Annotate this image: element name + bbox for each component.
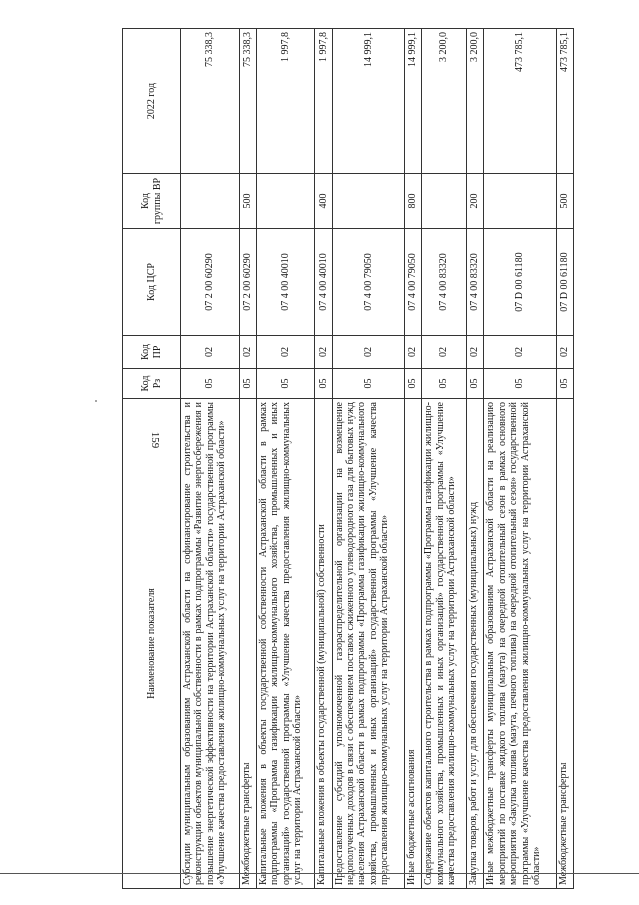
- cell-rz: 05: [315, 369, 332, 399]
- cell-amount: 1 997,8: [315, 29, 332, 174]
- cell-pr: 02: [404, 336, 421, 369]
- cell-pr: 02: [422, 336, 467, 369]
- cell-vr: [484, 174, 556, 229]
- cell-name: Субсидии муниципальным образованиям Астраханской области на софинансирование строительства и реконструкции объектов муниципальной собственности в рамках подпрограммы «Развитие энергосбережения и повышение энергетической эффективности на территории Астраханской области» государственной программы «Улучшение качества предоставления жилищно-коммунальных услуг на территории Астраханской области»: [181, 399, 240, 889]
- cell-csr: 07 4 00 40010: [315, 229, 332, 336]
- cell-name: Межбюджетные трансферты: [239, 399, 256, 889]
- cell-csr: 07 D 00 61180: [484, 229, 556, 336]
- table-row: [315, 29, 332, 889]
- budget-table: [122, 28, 574, 889]
- table-row: [404, 29, 421, 889]
- table-row: [256, 29, 315, 889]
- table-row: [181, 29, 240, 889]
- bottom-rule: [0, 873, 639, 874]
- cell-name: Капитальные вложения в объекты государственной (муниципальной) собственности: [315, 399, 332, 889]
- cell-name: Содержание объектов капитального строительства в рамках подпрограммы «Программа газификации жилищно-коммунального хозяйства, промышленных и иных организаций» государственной программы «Улучшение качества предоставления жилищно-коммунальных услуг на территории Астраханской области»: [422, 399, 467, 889]
- table-row: [556, 29, 573, 889]
- cell-csr: 07 4 00 83320: [422, 229, 467, 336]
- cell-amount: 473 785,1: [556, 29, 573, 174]
- table-row: [332, 29, 404, 889]
- table-row: [239, 29, 256, 889]
- cell-pr: 02: [239, 336, 256, 369]
- cell-csr: 07 2 00 60290: [239, 229, 256, 336]
- cell-name: Закупка товаров, работ и услуг для обеспечения государственных (муниципальных) нужд: [467, 399, 484, 889]
- page-number: 159: [149, 431, 161, 449]
- cell-rz: 05: [556, 369, 573, 399]
- cell-name: Иные межбюджетные трансферты муниципальным образованиям Астраханской области на реализацию мероприятий по поставке жидкого топлива (мазута) на очередной отопительный сезон в рамках основного мероприятия «Закупка топлива (мазута, печного топлива) на очередной отопительный сезон» государственной программы «Улучшение качества предоставления жилищно-коммунальных услуг на территории Астраханской области»: [484, 399, 556, 889]
- cell-amount: 3 200,0: [422, 29, 467, 174]
- table-row: [467, 29, 484, 889]
- cell-name: Предоставление субсидий уполномоченной газораспределительной организации на возмещение недополученных доходов в связи с обеспечением поставок сжиженного углеводородного газа для бытовых нужд населения Астраханской области в рамках подпрограммы «Программа газификации жилищно-коммунального хозяйства, промышленных и иных организаций» государственной программы «Улучшение качества предоставления жилищно-коммунальных услуг на территории Астраханской области»: [332, 399, 404, 889]
- header-pr: Код ПР: [123, 336, 181, 369]
- cell-rz: 05: [484, 369, 556, 399]
- header-rz: Код Рз: [123, 369, 181, 399]
- cell-vr: 400: [315, 174, 332, 229]
- cell-amount: 75 338,3: [239, 29, 256, 174]
- cell-vr: [181, 174, 240, 229]
- cell-pr: 02: [484, 336, 556, 369]
- cell-csr: 07 2 00 60290: [181, 229, 240, 336]
- cell-pr: 02: [467, 336, 484, 369]
- rotated-table-container: [122, 29, 574, 889]
- cell-pr: 02: [556, 336, 573, 369]
- cell-amount: 3 200,0: [467, 29, 484, 174]
- scan-speck: [95, 400, 97, 402]
- header-row: [123, 29, 181, 889]
- cell-rz: 05: [256, 369, 315, 399]
- cell-amount: 75 338,3: [181, 29, 240, 174]
- cell-vr: [256, 174, 315, 229]
- header-csr: Код ЦСР: [123, 229, 181, 336]
- cell-pr: 02: [332, 336, 404, 369]
- cell-amount: 14 999,1: [332, 29, 404, 174]
- header-year: 2022 год: [123, 29, 181, 174]
- cell-rz: 05: [181, 369, 240, 399]
- cell-pr: 02: [181, 336, 240, 369]
- cell-amount: 473 785,1: [484, 29, 556, 174]
- cell-csr: 07 4 00 79050: [332, 229, 404, 336]
- table-row: [484, 29, 556, 889]
- cell-name: Межбюджетные трансферты: [556, 399, 573, 889]
- cell-name: Иные бюджетные ассигнования: [404, 399, 421, 889]
- cell-vr: [422, 174, 467, 229]
- cell-pr: 02: [315, 336, 332, 369]
- cell-vr: [332, 174, 404, 229]
- cell-vr: 800: [404, 174, 421, 229]
- header-name: Наименование показателя: [123, 399, 181, 889]
- cell-amount: 14 999,1: [404, 29, 421, 174]
- cell-csr: 07 4 00 40010: [256, 229, 315, 336]
- cell-rz: 05: [404, 369, 421, 399]
- cell-vr: 500: [556, 174, 573, 229]
- cell-pr: 02: [256, 336, 315, 369]
- table-row: [422, 29, 467, 889]
- cell-rz: 05: [422, 369, 467, 399]
- cell-vr: 500: [239, 174, 256, 229]
- cell-rz: 05: [332, 369, 404, 399]
- cell-csr: 07 4 00 79050: [404, 229, 421, 336]
- cell-amount: 1 997,8: [256, 29, 315, 174]
- cell-vr: 200: [467, 174, 484, 229]
- cell-csr: 07 4 00 83320: [467, 229, 484, 336]
- header-vr: Код группы ВР: [123, 174, 181, 229]
- cell-csr: 07 D 00 61180: [556, 229, 573, 336]
- cell-name: Капитальные вложения в объекты государственной собственности Астраханской области в рамках подпрограммы «Программа газификации жилищно-коммунального хозяйства, промышленных и иных организаций» государственной программы «Улучшение качества предоставления жилищно-коммунальных услуг на территории Астраханской области»: [256, 399, 315, 889]
- cell-rz: 05: [239, 369, 256, 399]
- cell-rz: 05: [467, 369, 484, 399]
